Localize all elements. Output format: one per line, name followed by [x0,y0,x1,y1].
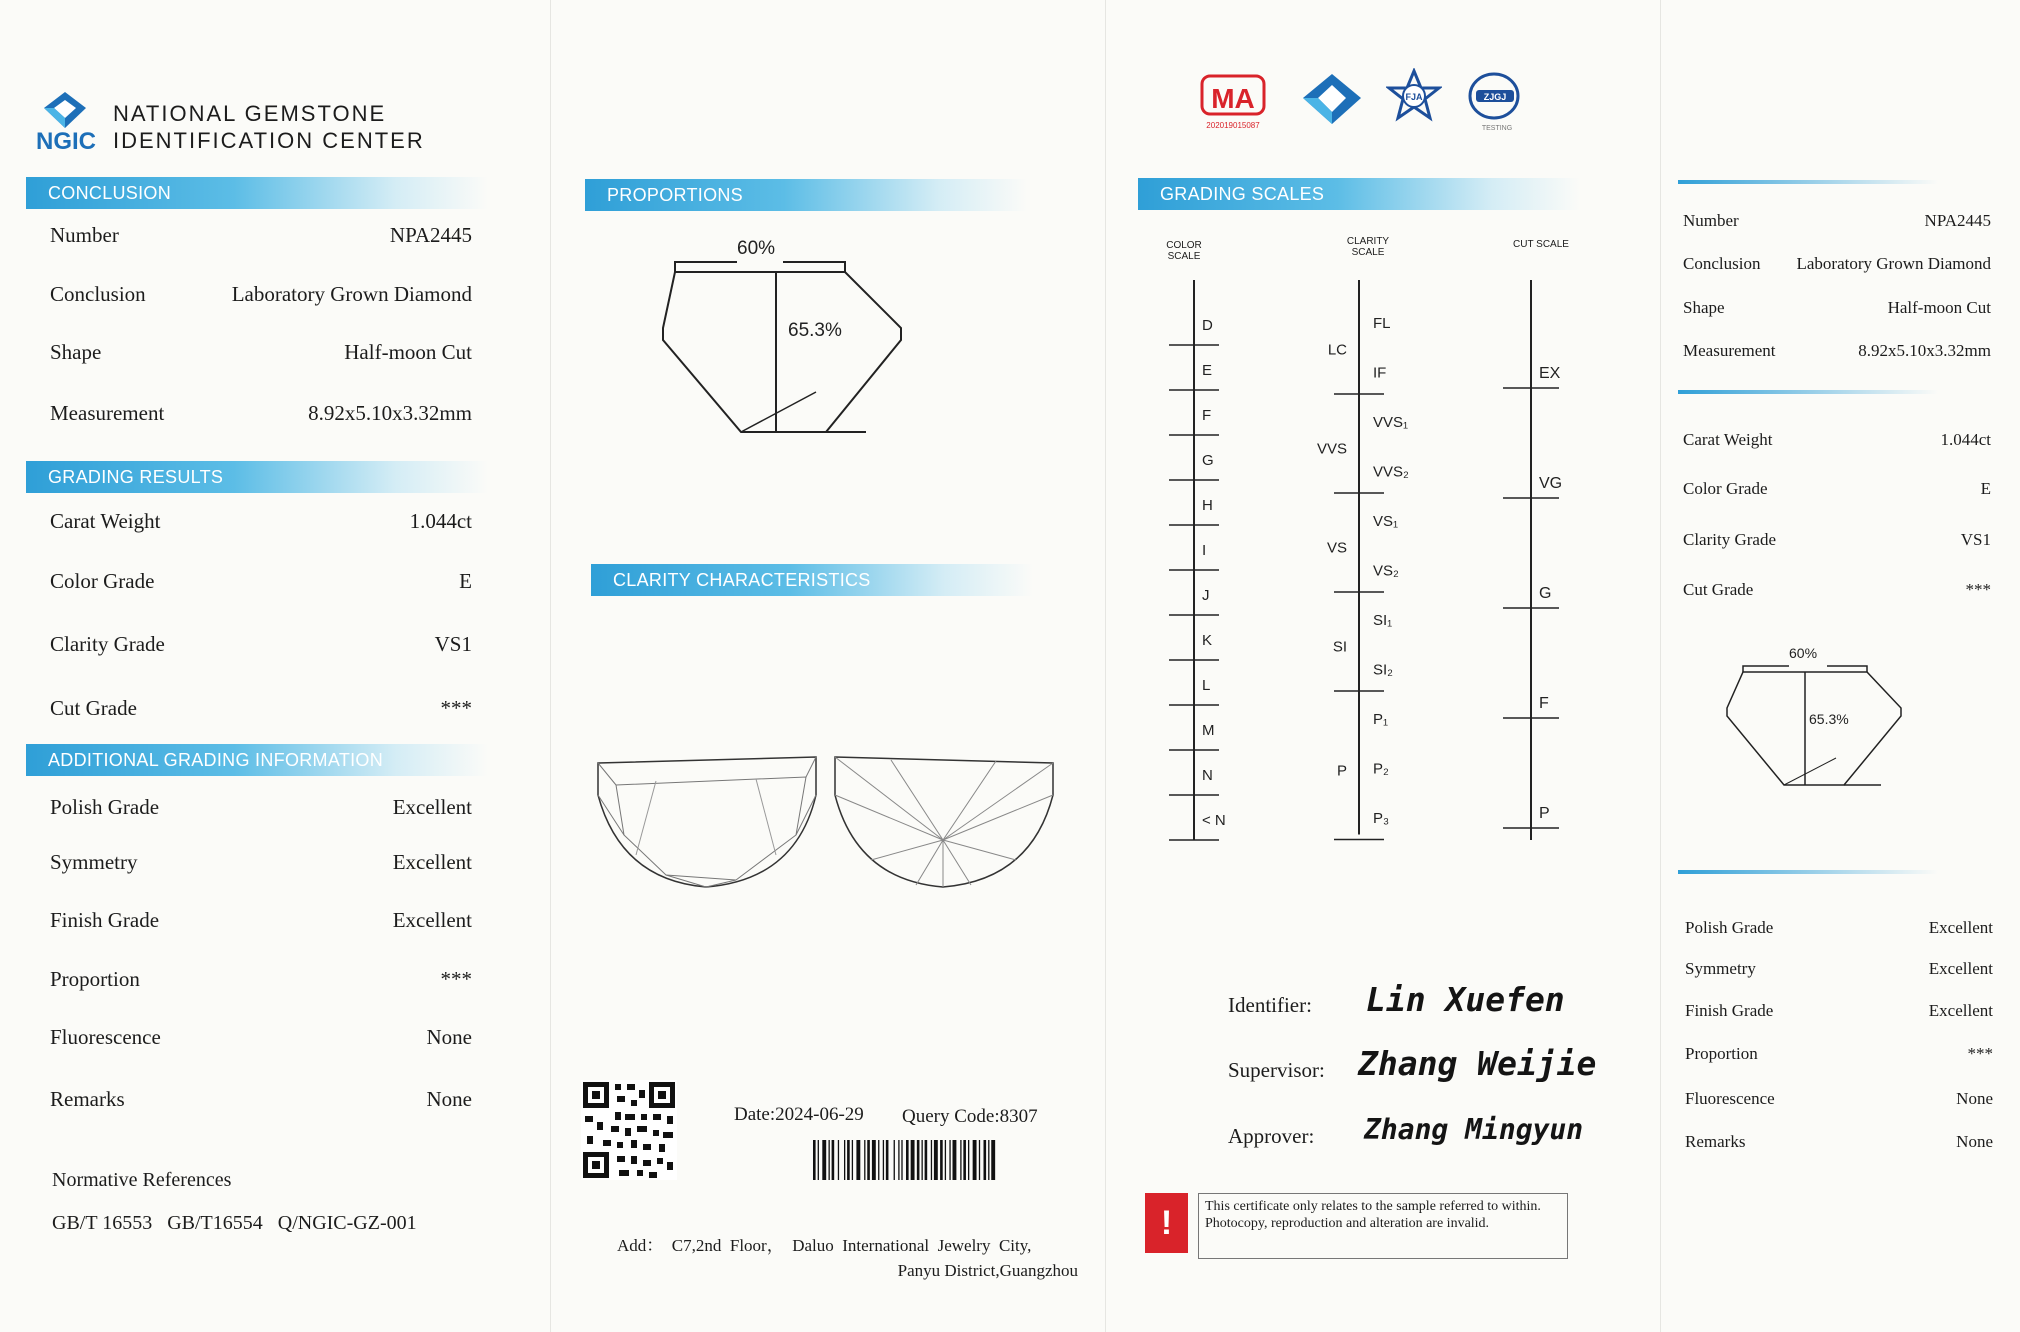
label-number: Number [50,223,119,247]
value-conclusion: Laboratory Grown Diamond [231,282,472,306]
approver-signature: Zhang Mingyun [1364,1113,1584,1146]
s-depth-percent: 65.3% [1809,711,1849,727]
cut-grade-label: F [1539,695,1549,712]
barcode-bar [832,1140,835,1180]
barcode-bar [829,1140,830,1180]
clarity-grade-label: SI₂ [1373,661,1393,679]
barcode-bar [898,1140,899,1180]
s-label-measurement: Measurement [1683,341,1776,360]
clarity-grade-label: FL [1373,315,1391,332]
report-date: Date:2024-06-29 [734,1104,864,1125]
label-shape: Shape [50,340,102,364]
barcode-bar [911,1140,915,1180]
address-line1: Add： C7,2nd Floor， Daluo International Jewelry City, [617,1236,1032,1255]
crown-view-diagram [596,755,821,890]
value-measurement: 8.92x5.10x3.32mm [308,401,472,425]
query-code: Query Code:8307 [902,1106,1038,1127]
barcode-bar [963,1140,966,1180]
color-grade-label: K [1202,632,1213,649]
divider [1678,870,1938,874]
section-conclusion: CONCLUSION [26,177,488,209]
s-label-conclusion: Conclusion [1683,254,1761,273]
barcode-bar [894,1140,895,1180]
header-line2: IDENTIFICATION CENTER [113,128,425,153]
zjgj-text: ZJGJ [1483,92,1507,102]
label-symmetry: Symmetry [50,850,138,874]
barcode [813,1140,1053,1180]
clarity-group-label: VVS [1316,440,1347,458]
clarity-group-label: LC [1327,341,1347,359]
section-scales: GRADING SCALES [1138,178,1580,210]
barcode-bar [844,1140,845,1180]
value-clarity: VS1 [434,632,472,656]
ngic-logo-text: NGIC [36,128,96,155]
pavilion-view-diagram [831,755,1056,890]
grading-scales-diagram [1106,280,1661,860]
s-value-clarity: VS1 [1960,530,1991,549]
s-label-shape: Shape [1683,298,1725,317]
s-label-color: Color Grade [1683,479,1768,498]
value-finish: Excellent [392,908,472,932]
cma-number: 202019015087 [1206,121,1260,130]
label-finish: Finish Grade [50,908,160,932]
barcode-bar [949,1140,950,1180]
color-grade-label: L [1202,677,1211,694]
barcode-bar [838,1140,839,1180]
barcode-bar [906,1140,909,1180]
barcode-bar [968,1140,969,1180]
barcode-bar [856,1140,860,1180]
label-remarks: Remarks [50,1087,125,1111]
label-color: Color Grade [50,569,155,593]
s-label-fluorescence: Fluorescence [1685,1089,1775,1108]
value-carat: 1.044ct [409,509,472,533]
value-remarks: None [426,1087,472,1111]
clarity-grade-label: P₁ [1373,711,1389,728]
depth-percent: 65.3% [788,320,842,341]
barcode-bar [822,1140,826,1180]
label-carat: Carat Weight [50,509,161,533]
s-table-percent: 60% [1789,645,1818,661]
s-proportion-diagram [1721,640,1941,800]
s-value-cut: *** [1965,580,1991,599]
value-polish: Excellent [392,795,472,819]
panel-main [0,0,550,1332]
s-label-carat: Carat Weight [1683,430,1773,449]
supervisor-signature: Zhang Weijie [1358,1044,1597,1083]
barcode-bar [984,1140,987,1180]
panel-diagrams [550,0,1106,1332]
color-grade-label: < N [1202,812,1226,829]
cma-badge-icon [1196,70,1276,134]
clarity-group-label: SI [1332,638,1347,656]
identifier-label: Identifier: [1228,993,1312,1017]
panel-scales [1105,0,1661,1332]
clarity-grade-label: IF [1373,364,1387,382]
s-value-polish: Excellent [1928,918,1993,937]
fja-badge-icon [1386,68,1442,124]
ngic-badge-icon [1299,70,1365,126]
clarity-grade-label: VS₂ [1373,562,1399,580]
warning-note: This certificate only relates to the sample referred to within. Photocopy, reproduction and alteration are invalid. [1198,1193,1568,1259]
approver-label: Approver: [1228,1124,1315,1148]
barcode-bar [878,1140,879,1180]
barcode-bar [925,1140,928,1180]
barcode-bar [813,1140,816,1180]
cut-grade-label: EX [1539,365,1561,382]
barcode-bar [847,1140,850,1180]
clarity-group-label: P [1336,762,1347,780]
s-label-remarks: Remarks [1685,1132,1746,1151]
s-value-finish: Excellent [1928,1001,1993,1020]
label-clarity: Clarity Grade [50,632,165,656]
clarity-scale-title: CLARITY SCALE [1346,236,1390,258]
barcode-bar [917,1140,920,1180]
s-value-shape: Half-moon Cut [1887,298,1991,317]
s-label-polish: Polish Grade [1685,918,1774,937]
s-value-number: NPA2445 [1924,211,1991,230]
qr-code-icon[interactable] [581,1080,677,1180]
barcode-bar [864,1140,865,1180]
value-proportion: *** [440,967,472,991]
value-number: NPA2445 [389,223,472,247]
s-label-clarity: Clarity Grade [1683,530,1776,549]
label-cut: Cut Grade [50,696,137,720]
divider [1678,390,1938,394]
cut-grade-label: VG [1539,475,1563,492]
color-grade-label: I [1202,542,1207,559]
barcode-bar [901,1140,902,1180]
label-fluorescence: Fluorescence [50,1025,161,1049]
cut-scale-title: CUT SCALE [1513,239,1569,250]
s-value-conclusion: Laboratory Grown Diamond [1796,254,1991,273]
barcode-bar [940,1140,943,1180]
barcode-bar [872,1140,876,1180]
identifier-signature: Lin Xuefen [1366,980,1565,1019]
barcode-bar [953,1140,957,1180]
clarity-grade-label: VS₁ [1373,513,1399,530]
clarity-grade-label: P₂ [1373,760,1389,778]
barcode-bar [922,1140,923,1180]
color-grade-label: F [1202,407,1212,424]
clarity-grade-label: VVS₁ [1373,414,1409,431]
cut-grade-label: G [1539,585,1552,602]
s-value-color: E [1980,479,1991,498]
value-symmetry: Excellent [392,850,472,874]
clarity-group-label: VS [1326,539,1347,557]
section-additional: ADDITIONAL GRADING INFORMATION [26,744,488,776]
s-value-fluorescence: None [1956,1089,1993,1108]
barcode-bar [852,1140,853,1180]
value-fluorescence: None [426,1025,472,1049]
barcode-bar [988,1140,989,1180]
label-measurement: Measurement [50,401,165,425]
warning-icon: ! [1145,1193,1188,1253]
s-value-proportion: *** [1967,1044,1993,1063]
s-label-symmetry: Symmetry [1685,959,1756,978]
color-grade-label: M [1202,722,1215,739]
s-label-cut: Cut Grade [1683,580,1754,599]
table-percent: 60% [737,238,776,259]
barcode-bar [818,1140,819,1180]
barcode-bar [945,1140,946,1180]
barcode-bar [991,1140,995,1180]
color-grade-label: D [1202,317,1213,334]
s-label-proportion: Proportion [1685,1044,1758,1063]
barcode-bar [886,1140,889,1180]
section-proportions: PROPORTIONS [585,179,1027,211]
barcode-bar [973,1140,977,1180]
barcode-bar [934,1140,938,1180]
section-clarity: CLARITY CHARACTERISTICS [591,564,1033,596]
s-label-number: Number [1683,211,1739,230]
s-value-remarks: None [1956,1132,1993,1151]
barcode-bar [867,1140,870,1180]
color-scale-title: COLOR SCALE [1166,240,1202,262]
clarity-grade-label: VVS₂ [1373,463,1409,481]
clarity-grade-label: P₃ [1373,810,1390,827]
value-color: E [459,569,472,593]
barcode-bar [979,1140,980,1180]
ngic-diamond-icon [40,90,90,130]
clarity-grade-label: SI₁ [1373,612,1393,629]
s-label-finish: Finish Grade [1685,1001,1774,1020]
value-cut: *** [440,696,472,720]
barcode-bar [883,1140,884,1180]
zjgj-badge-icon [1464,70,1530,136]
normative-title: Normative References [52,1169,232,1191]
label-polish: Polish Grade [50,795,160,819]
color-grade-label: E [1202,362,1213,379]
label-conclusion: Conclusion [50,282,146,306]
s-value-measurement: 8.92x5.10x3.32mm [1858,341,1991,360]
fja-text: FJA [1405,92,1423,102]
divider [1678,180,1938,184]
s-value-carat: 1.044ct [1940,430,1991,449]
color-grade-label: J [1202,587,1210,604]
section-grading-results: GRADING RESULTS [26,461,488,493]
header-line1: NATIONAL GEMSTONE [113,101,387,126]
proportion-diagram [651,232,911,442]
panel-summary [1660,0,2020,1332]
normative-refs: GB/T 16553 GB/T16554 Q/NGIC-GZ-001 [52,1212,417,1234]
label-proportion: Proportion [50,967,140,991]
color-grade-label: N [1202,767,1213,784]
color-grade-label: H [1202,497,1213,514]
barcode-bar [960,1140,961,1180]
address-line2: Panyu District,Guangzhou [897,1261,1078,1280]
value-shape: Half-moon Cut [344,340,472,364]
cma-text: MA [1211,83,1255,114]
supervisor-label: Supervisor: [1228,1058,1325,1082]
barcode-bar [931,1140,932,1180]
color-grade-label: G [1202,452,1214,469]
s-value-symmetry: Excellent [1928,959,1993,978]
testing-text: TESTING [1481,125,1513,132]
cut-grade-label: P [1539,805,1550,822]
